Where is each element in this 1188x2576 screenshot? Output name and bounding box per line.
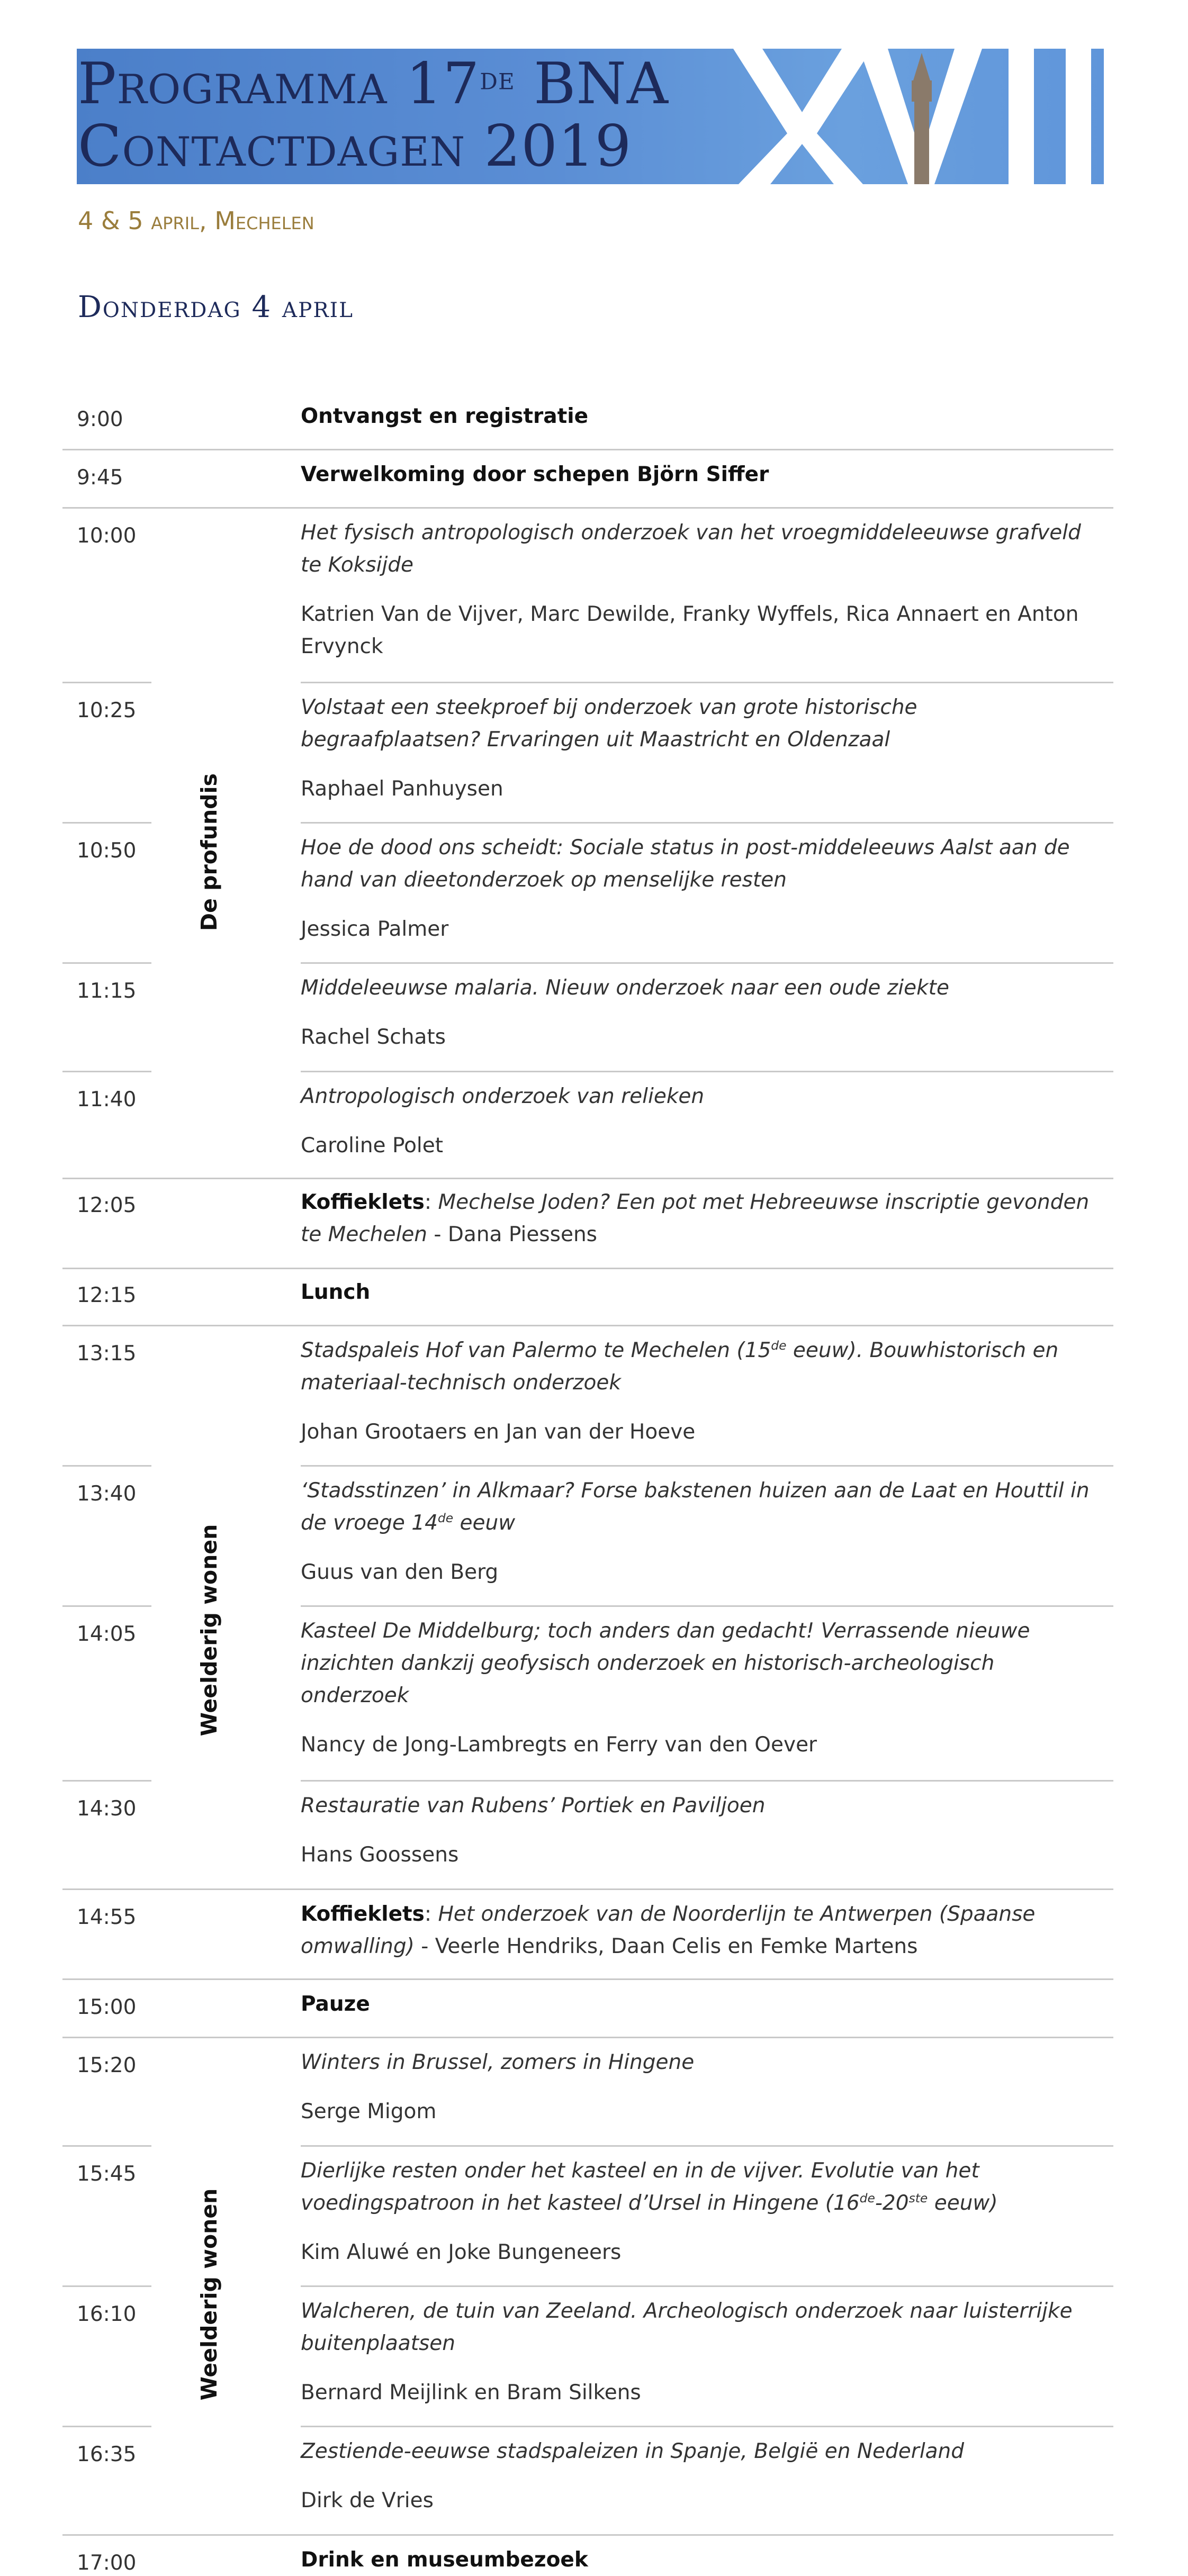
- divider: [62, 1268, 1113, 1269]
- lecture: [301, 2295, 1090, 2409]
- time-slot: 10:25: [77, 699, 137, 722]
- coffee-talk: Koffieklets: Het onderzoek van de Noorderlijn te Antwerpen (Spaanse omwalling) - Veerle Hendriks, Daan Celis en Femke Martens: [301, 1902, 1036, 1958]
- divider: [62, 449, 1113, 450]
- divider: [301, 2145, 1113, 2147]
- divider: [62, 2285, 151, 2287]
- divider: [62, 2037, 1113, 2038]
- divider: [62, 2534, 1113, 2536]
- time-slot: 15:20: [77, 2054, 137, 2077]
- divider: [62, 1978, 1113, 1980]
- title-line-1: Programma 17de BNA: [78, 51, 669, 117]
- event-label: Lunch: [301, 1280, 371, 1304]
- time-slot: 14:55: [77, 1905, 137, 1929]
- time-slot: 15:00: [77, 1995, 137, 2019]
- lecture: [301, 2155, 1090, 2268]
- lecture-title: Restauratie van Rubens’ Portiek en Paviljoen: [301, 1794, 766, 1818]
- lecture-title: ‘Stadsstinzen’ in Alkmaar? Forse bakstenen huizen aan de Laat en Houttil in de vroege 14de eeuw: [301, 1479, 1090, 1535]
- lecture-title: Volstaat een steekproef bij onderzoek van grote historische begraafplaatsen? Ervaringen uit Maastricht en Oldenzaal: [301, 695, 917, 752]
- time-slot: 10:00: [77, 524, 137, 548]
- lecture-title: Dierlijke resten onder het kasteel en in de vijver. Evolutie van het voedingspatroon in het kasteel d’Ursel in Hingene (16de-20ste eeuw): [301, 2159, 998, 2215]
- lecture: [301, 1475, 1090, 1588]
- lecture-authors: Serge Migom: [301, 2100, 437, 2123]
- time-slot: 11:15: [77, 979, 137, 1003]
- lecture-title: Winters in Brussel, zomers in Hingene: [301, 2050, 695, 2074]
- lecture-authors: Johan Grootaers en Jan van der Hoeve: [301, 1420, 696, 1444]
- schedule: 9:00 Ontvangst en registratie 9:45 Verwelkoming door schepen Björn Siffer 10:00 Het fysisch antropologisch onderzoek van het vroegmiddeleeuwse grafveld te Koksijde Katrien Van de Vijver, Marc Dewilde, Franky Wyffels, Rica Annaert en Anton Ervynck 10:25 Volstaat een steekproef bij onderzoek van grote historische begraafplaatsen? Ervaringen uit Maastricht en Oldenzaal Raphael Panhuysen 10:50 Hoe de dood ons scheidt: Sociale status in post-middeleeuws Aalst aan de hand van dieetonderzoek op menselijke resten Jessica Palmer 11:15 Middeleeuwse malaria. Nieuw onderzoek naar een oude ziekte Rachel Schats 11:40 Antropologisch onderzoek van relieken Caroline Polet 12:05 Koffieklets: Mechelse Joden? Een pot met Hebreeuwse inscriptie gevonden te Mechelen - Dana Piessens 12:15 Lunch 13:15 Stadspaleis Hof van Palermo te Mechelen (15de eeuw). Bouwhistorisch en materiaal-technisch onderzoek Johan Grootaers en Jan van der Hoeve 13:40 ‘Stadsstinzen’ in Alkmaar? Forse bakstenen huizen aan de Laat en Houttil in de vroege 14de eeuw Guus van den Berg 14:05 Kasteel De Middelburg; toch anders dan gedacht! Verrassende nieuwe inzichten dankzij geofysisch onderzoek en historisch-archeologisch onderzoek Nancy de Jong-Lambregts en Ferry van den Oever 14:30 Restauratie van Rubens’ Portiek en Paviljoen Hans Goossens 14:55 Koffieklets: Het onderzoek van de Noorderlijn te Antwerpen (Spaanse omwalling) - Veerle Hendriks, Daan Celis en Femke Martens 15:00 Pauze 15:20 Winters in Brussel, zomers in Hingene Serge Migom 15:45 Dierlijke resten onder het kasteel en in de vijver. Evolutie van het voedingspatroon in het kasteel d’Ursel in Hingene (16de-20ste eeuw) Kim Aluwé en Joke Bungeneers 16:10 Walcheren, de tuin van Zeeland. Archeologisch onderzoek naar luisterrijke buitenplaatsen Bernard Meijlink en Bram Silkens 16:35 Zestiende-eeuwse stadspaleizen in Spanje, België en Nederland Dirk de Vries 17:00 Drink en museumbezoek De profundis Weelderig wonen Weelderig wonen: [0, 0, 1188, 2563]
- lecture-authors: Rachel Schats: [301, 1025, 446, 1049]
- divider: [62, 2426, 151, 2427]
- time-slot: 16:10: [77, 2302, 137, 2326]
- lecture-title: Antropologisch onderzoek van relieken: [301, 1084, 705, 1108]
- divider: [62, 1780, 151, 1782]
- lecture-title: Middeleeuwse malaria. Nieuw onderzoek naar een oude ziekte: [301, 976, 949, 1000]
- divider: [62, 507, 1113, 509]
- time-slot: 11:40: [77, 1088, 137, 1111]
- lecture-title: Walcheren, de tuin van Zeeland. Archeologisch onderzoek naar luisterrijke buitenplaatsen: [301, 2299, 1073, 2355]
- lecture-authors: Nancy de Jong-Lambregts en Ferry van den Oever: [301, 1733, 817, 1757]
- divider: [62, 822, 151, 824]
- time-slot: 13:40: [77, 1482, 137, 1506]
- lecture-title: Kasteel De Middelburg; toch anders dan gedacht! Verrassende nieuwe inzichten dankzij geofysisch onderzoek en historisch-archeologisch onderzoek: [301, 1619, 1030, 1707]
- lecture: [301, 1615, 1090, 1761]
- lecture-authors: Hans Goossens: [301, 1843, 459, 1867]
- time-slot: 15:45: [77, 2162, 137, 2186]
- lecture-authors: Caroline Polet: [301, 1134, 444, 1158]
- divider: [301, 2426, 1113, 2427]
- time-slot: 10:50: [77, 839, 137, 863]
- time-slot: 17:00: [77, 2551, 137, 2575]
- lecture: [301, 2435, 1090, 2517]
- lecture: [301, 691, 1090, 805]
- time-slot: 12:15: [77, 1284, 137, 1307]
- time-slot: 13:15: [77, 1342, 137, 1366]
- lecture-title: Hoe de dood ons scheidt: Sociale status in post-middeleeuws Aalst aan de hand van dieetonderzoek op menselijke resten: [301, 836, 1070, 892]
- lecture: [301, 1789, 1090, 1871]
- event-label: Ontvangst en registratie: [301, 404, 589, 428]
- lecture-title: Stadspaleis Hof van Palermo te Mechelen (15de eeuw). Bouwhistorisch en materiaal-technisch onderzoek: [301, 1338, 1059, 1395]
- coffee-talk: Koffieklets: Mechelse Joden? Een pot met Hebreeuwse inscriptie gevonden te Mechelen - Dana Piessens: [301, 1190, 1090, 1246]
- lecture-authors: Bernard Meijlink en Bram Silkens: [301, 2381, 641, 2405]
- lecture-authors: Kim Aluwé en Joke Bungeneers: [301, 2240, 622, 2264]
- divider: [62, 962, 151, 964]
- lecture: [301, 517, 1090, 663]
- event-subtitle: 4 & 5 april, Mechelen: [78, 206, 314, 235]
- divider: [301, 1465, 1113, 1467]
- event-label: Pauze: [301, 1992, 370, 2016]
- lecture: [301, 1334, 1090, 1448]
- divider: [301, 1780, 1113, 1782]
- divider: [62, 1605, 151, 1607]
- lecture-authors: Guus van den Berg: [301, 1560, 499, 1584]
- divider: [62, 1178, 1113, 1179]
- divider: [62, 1325, 1113, 1326]
- time-slot: 9:00: [77, 408, 123, 431]
- divider: [301, 682, 1113, 683]
- divider: [301, 822, 1113, 824]
- event-label: Drink en museumbezoek: [301, 2548, 588, 2572]
- divider: [301, 1605, 1113, 1607]
- divider: [301, 1071, 1113, 1072]
- lecture-authors: Raphael Panhuysen: [301, 777, 503, 801]
- lecture-authors: Katrien Van de Vijver, Marc Dewilde, Franky Wyffels, Rica Annaert en Anton Ervynck: [301, 602, 1079, 658]
- time-slot: 12:05: [77, 1194, 137, 1217]
- divider: [301, 2285, 1113, 2287]
- divider: [62, 1888, 1113, 1890]
- divider: [62, 2145, 151, 2147]
- day-heading: Donderdag 4 april: [78, 290, 354, 324]
- lecture: [301, 831, 1090, 945]
- divider: [62, 1071, 151, 1072]
- time-slot: 14:30: [77, 1797, 137, 1821]
- time-slot: 14:05: [77, 1622, 137, 1646]
- lecture: [301, 972, 1090, 1053]
- divider: [301, 962, 1113, 964]
- time-slot: 16:35: [77, 2443, 137, 2466]
- lecture: [301, 1080, 1090, 1162]
- title-line-2: Contactdagen 2019: [78, 113, 632, 179]
- lecture-title: Het fysisch antropologisch onderzoek van het vroegmiddeleeuwse grafveld te Koksijde: [301, 521, 1081, 577]
- lecture-title: Zestiende-eeuwse stadspaleizen in Spanje, België en Nederland: [301, 2439, 965, 2463]
- lecture-authors: Dirk de Vries: [301, 2489, 434, 2512]
- time-slot: 9:45: [77, 466, 123, 490]
- lecture: [301, 2046, 1090, 2128]
- divider: [62, 682, 151, 683]
- event-label: Verwelkoming door schepen Björn Siffer: [301, 463, 769, 486]
- lecture-authors: Jessica Palmer: [301, 917, 449, 941]
- divider: [62, 1465, 151, 1467]
